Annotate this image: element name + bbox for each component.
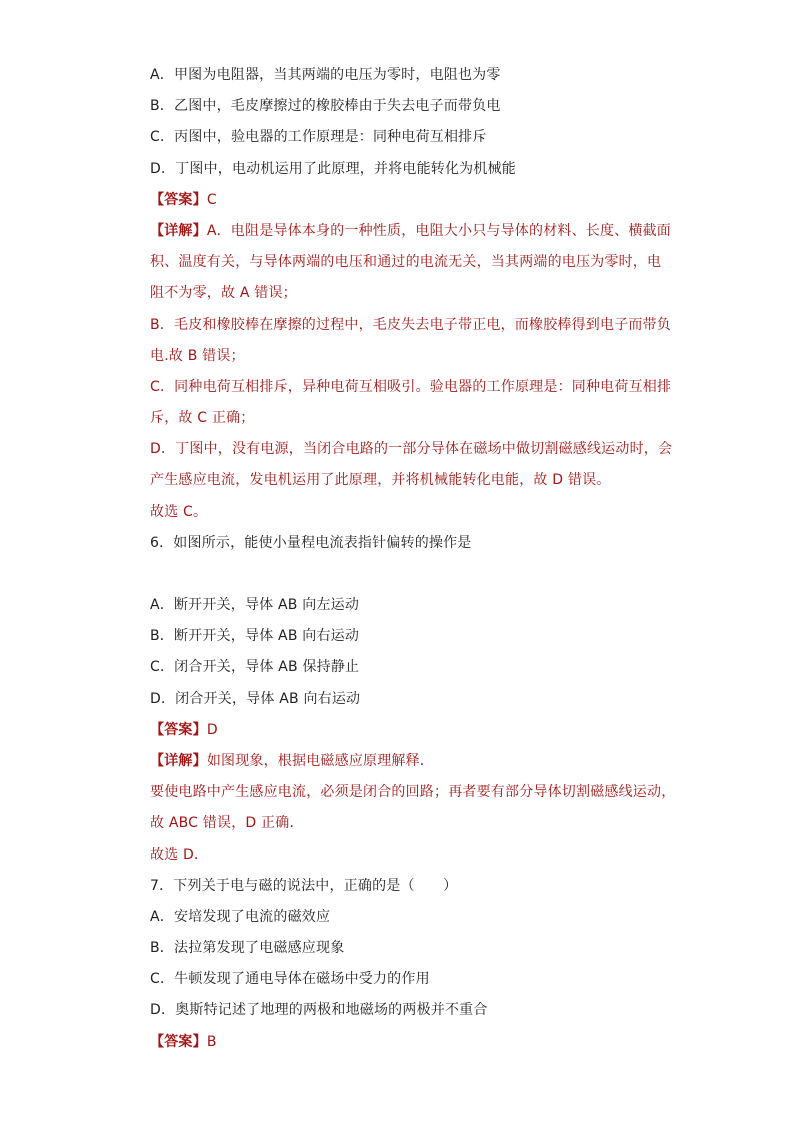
q7-stem: 7．下列关于电与磁的说法中，正确的是（ ）: [150, 877, 458, 894]
q5-option-d: D．丁图中，电动机运用了此原理，并将电能转化为机械能: [150, 160, 516, 177]
q5-conclusion: 故选 C。: [150, 503, 208, 520]
q6-detail-line-2: 要使电路中产生感应电流，必须是闭合的回路；再者要有部分导体切割磁感线运动，: [150, 784, 676, 801]
q5-detail-line-8: D．丁图中，没有电源，当闭合电路的一部分导体在磁场中做切割磁感线运动时，会: [150, 441, 673, 458]
q5-answer-value: C: [206, 191, 217, 208]
q5-option-a: A．甲图为电阻器，当其两端的电压为零时，电阻也为零: [150, 67, 501, 83]
q6-answer: [150, 719, 670, 750]
q5-answer-tag: 【答案】: [150, 191, 207, 208]
q6-detail-tag: 【详解】: [150, 752, 207, 769]
q5-detail-line-5: 电.故 B 错误；: [150, 347, 245, 364]
q6-detail-text-1: 如图现象，根据电磁感应原理解释．: [206, 752, 435, 769]
q5-detail-tag: 【详解】: [150, 222, 207, 239]
q5-answer: [150, 189, 670, 220]
q6-answer-tag: 【答案】: [150, 721, 207, 738]
q6-detail-line-3: 故 ABC 错误，D 正确．: [150, 815, 304, 832]
q7-option-c: C．牛顿发现了通电导体在磁场中受力的作用: [150, 971, 430, 988]
q6-conclusion: 故选 D．: [150, 846, 209, 863]
q6-answer-value: D: [206, 721, 218, 738]
q7-option-d: D．奥斯特记述了地理的两极和地磁场的两极并不重合: [150, 1002, 488, 1019]
q5-detail-line-1: [150, 220, 670, 251]
q5-detail-line-3: 阻不为零，故 A 错误；: [150, 285, 297, 302]
q5-detail-line-7: 斥，故 C 正确；: [150, 410, 255, 427]
q5-detail-line-4: B．毛皮和橡胶棒在摩擦的过程中，毛皮失去电子带正电，而橡胶棒得到电子而带负: [150, 316, 672, 333]
q7-answer-value: B: [206, 1033, 217, 1050]
q6-detail-line-1: [150, 750, 670, 781]
q6-stem: 6．如图所示，能使小量程电流表指针偏转的操作是: [150, 534, 472, 551]
q5-detail-line-2: 积、温度有关，与导体两端的电压和通过的电流无关，当其两端的电压为零时，电: [150, 254, 662, 271]
q5-detail-text-1: A．电阻是导体本身的一种性质，电阻大小只与导体的材料、长度、横截面: [206, 222, 671, 239]
q5-detail-line-6: C．同种电荷互相排斥，异种电荷互相吸引。验电器的工作原理是：同种电荷互相排: [150, 378, 672, 395]
q7-option-b: B．法拉第发现了电磁感应现象: [150, 940, 345, 957]
q7-answer: [150, 1031, 670, 1062]
q6-figure-space: [150, 563, 670, 594]
q5-option-b: B．乙图中，毛皮摩擦过的橡胶棒由于失去电子而带负电: [150, 98, 501, 115]
q6-option-d: D．闭合开关，导体 AB 向右运动: [150, 690, 361, 707]
q7-answer-tag: 【答案】: [150, 1033, 207, 1050]
q7-option-a: A．安培发现了电流的磁效应: [150, 908, 331, 925]
document-page: [150, 64, 676, 1062]
q6-option-b: B．断开开关，导体 AB 向右运动: [150, 628, 360, 645]
q6-option-c: C．闭合开关，导体 AB 保持静止: [150, 659, 360, 676]
q6-option-a: A．断开开关，导体 AB 向左运动: [150, 597, 360, 613]
q5-option-c: C．丙图中，验电器的工作原理是：同种电荷互相排斥: [150, 129, 487, 146]
q5-detail-line-9: 产生感应电流，发电机运用了此原理，并将机械能转化电能，故 D 错误。: [150, 472, 611, 489]
